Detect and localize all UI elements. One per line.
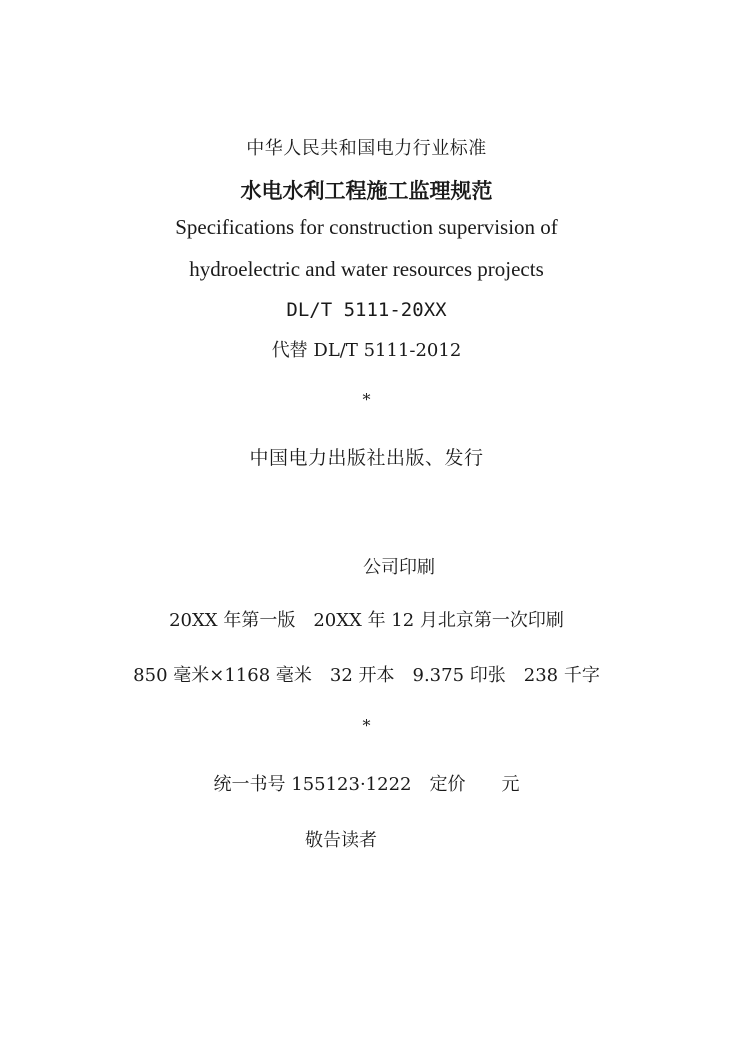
publisher: 中国电力出版社出版、发行 (249, 447, 484, 469)
standard-category: 中华人民共和国电力行业标准 (246, 138, 487, 159)
title-english-line-1: Specifications for construction supervision of (175, 215, 558, 239)
reader-notice: 敬告读者 (305, 830, 377, 851)
format-info: 850 毫米×1168 毫米 32 开本 9.375 印张 238 千字 (133, 665, 600, 686)
title-english-line-2: hydroelectric and water resources projects (189, 257, 544, 281)
standard-code: DL/T 5111-20XX (286, 299, 447, 321)
replaces-standard: 代替 DL/T 5111-2012 (271, 340, 462, 361)
separator-asterisk: * (362, 390, 371, 409)
separator-asterisk: * (362, 716, 371, 735)
printer: 公司印刷 (363, 557, 435, 578)
title-chinese: 水电水利工程施工监理规范 (240, 179, 493, 203)
edition-info: 20XX 年第一版 20XX 年 12 月北京第一次印刷 (169, 610, 564, 631)
isbn-price-line: 统一书号 155123·1222 定价 元 (213, 774, 520, 795)
